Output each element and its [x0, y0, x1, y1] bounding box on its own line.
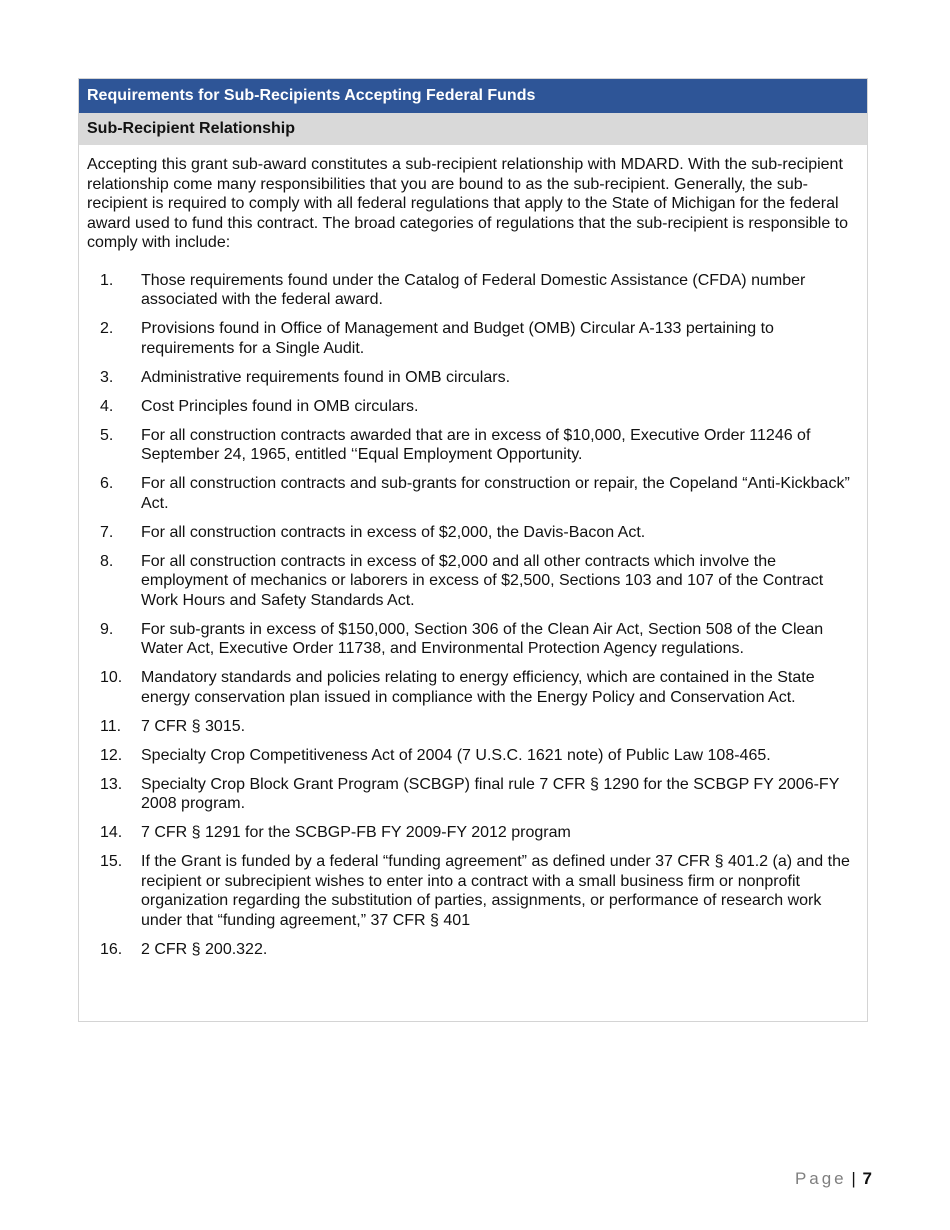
item-text: For all construction contracts in excess of $2,000, the Davis-Bacon Act. — [141, 523, 646, 541]
item-number: 13. — [100, 775, 123, 793]
page-footer — [795, 1169, 872, 1189]
item-text: Those requirements found under the Catalog of Federal Domestic Assistance (CFDA) number associated with the federal award. — [141, 271, 806, 308]
item-number: 2. — [100, 320, 114, 337]
item-number: 15. — [100, 853, 123, 870]
item-text: For all construction contracts and sub-grants for construction or repair, the Copeland “Anti-Kickback” Act. — [141, 475, 850, 512]
item-number: 6. — [100, 475, 114, 492]
item-text: 7 CFR § 1291 for the SCBGP-FB FY 2009-FY 2012 program — [141, 824, 571, 841]
list-item — [79, 319, 867, 358]
item-text: Cost Principles found in OMB circulars. — [141, 397, 419, 415]
list-item — [79, 368, 867, 388]
item-text: Mandatory standards and policies relating to energy efficiency, which are contained in the State energy conservation plan issued in compliance with the Energy Policy and Conservation Act. — [141, 669, 815, 706]
item-number: 14. — [100, 824, 123, 841]
list-item — [79, 717, 867, 737]
item-text: For all construction contracts in excess of $2,000 and all other contracts which involve the employment of mechanics or laborers in excess of $2,500, Sections 103 and 107 of the Contract Work Hours and Safety Standards Act. — [141, 552, 824, 609]
section-title: Requirements for Sub-Recipients Accepting Federal Funds — [79, 79, 867, 113]
list-item — [79, 620, 867, 659]
list-item — [79, 426, 867, 465]
item-number: 4. — [100, 397, 114, 415]
item-number: 7. — [100, 523, 114, 541]
list-item — [79, 397, 867, 417]
list-item — [79, 668, 867, 707]
page-number: 7 — [862, 1169, 872, 1188]
item-text: For all construction contracts awarded that are in excess of $10,000, Executive Order 11246 of September 24, 1965, entitled ‘‘Equal Employment Opportunity. — [141, 426, 811, 463]
page-separator: | — [851, 1169, 856, 1188]
item-text: Specialty Crop Competitiveness Act of 2004 (7 U.S.C. 1621 note) of Public Law 108-465. — [141, 746, 771, 764]
item-number: 8. — [100, 552, 114, 570]
list-item — [79, 940, 867, 960]
item-text: If the Grant is funded by a federal “funding agreement” as defined under 37 CFR § 401.2 (a) and the recipient or subrecipient wishes to enter into a contract with a small business firm or nonprofit organization regarding the substitution of parties, assignments, or performance of research work under that “funding agreement,” 37 CFR § 401 — [141, 853, 850, 929]
item-text: For sub-grants in excess of $150,000, Section 306 of the Clean Air Act, Section 508 of the Clean Water Act, Executive Order 11738, and Environmental Protection Agency regulations. — [141, 620, 824, 657]
item-number: 3. — [100, 368, 114, 386]
item-text: Administrative requirements found in OMB circulars. — [141, 368, 511, 386]
requirements-section — [78, 78, 868, 1022]
item-number: 10. — [100, 669, 123, 686]
item-number: 1. — [100, 271, 114, 289]
item-text: Specialty Crop Block Grant Program (SCBGP) final rule 7 CFR § 1290 for the SCBGP FY 2006-FY 2008 program. — [141, 775, 840, 812]
item-number: 5. — [100, 426, 114, 444]
intro-paragraph: Accepting this grant sub-award constitutes a sub-recipient relationship with MDARD. With the sub-recipient relationship come many responsibilities that you are bound to as the sub-recipient. Generally, the sub-recipient is required to comply with all federal regulations that apply to the State of Michigan for the federal award used to fund this contract. The broad categories of regulations that the sub-recipient is responsible to comply with include: — [87, 156, 849, 251]
item-text: 7 CFR § 3015. — [141, 717, 246, 735]
list-item — [79, 746, 867, 766]
list-item — [79, 823, 867, 843]
list-item — [79, 523, 867, 543]
list-item — [79, 474, 867, 513]
item-text: 2 CFR § 200.322. — [141, 940, 268, 958]
item-number: 11. — [100, 717, 122, 735]
item-text: Provisions found in Office of Management and Budget (OMB) Circular A-133 pertaining to requirements for a Single Audit. — [141, 320, 774, 357]
item-number: 16. — [100, 940, 123, 958]
section-subtitle: Sub-Recipient Relationship — [79, 113, 867, 145]
item-number: 9. — [100, 620, 114, 638]
list-item — [79, 271, 867, 310]
item-number: 12. — [100, 746, 123, 764]
list-item — [79, 775, 867, 814]
list-item — [79, 852, 867, 930]
requirements-list — [79, 271, 867, 960]
page-label: Page — [794, 1169, 847, 1188]
list-item — [79, 552, 867, 611]
